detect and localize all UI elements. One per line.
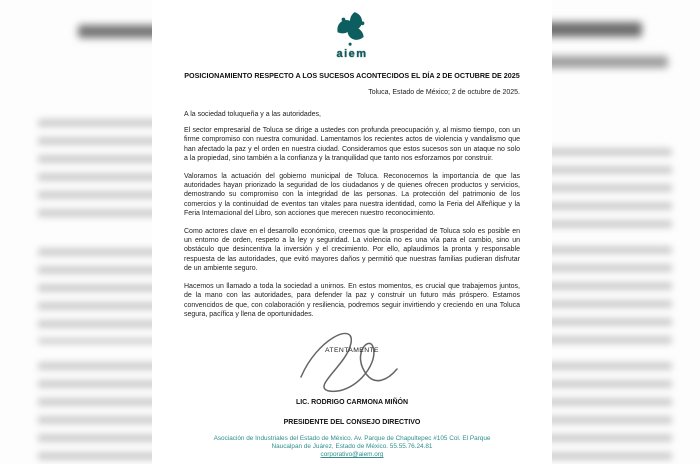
closing-block: [184, 335, 520, 395]
letter-page: [152, 0, 552, 464]
aiem-logo-text: aiem: [336, 48, 368, 60]
aiem-emblem-icon: [329, 10, 375, 48]
letter-salutation: A la sociedad toluqueña y a las autoridades,: [184, 111, 321, 118]
handwritten-signature: [287, 325, 417, 393]
letter-paragraph-1: El sector empresarial de Toluca se dirige a ustedes con profunda preocupación y, al mismo tiempo, con un firme compromiso con nuestra comunidad. Lamentamos los recientes actos de violencia y vandalismo que han afectado la paz y el orden en nuestra ciudad. Consideramos que estos sucesos son un ataque no solo a la propiedad, sino también a la confianza y la tranquilidad que tanto nos esforzamos por construir.: [184, 127, 520, 163]
letter-paragraph-2: Valoramos la actuación del gobierno municipal de Toluca. Reconocemos la importancia de que las autoridades hayan priorizado la seguridad de los ciudadanos y de quienes ofrecen productos y servicios, demostrando su compromiso con la integridad de las personas. La protección del patrimonio de los comercios y la continuidad de eventos tan vitales para nuestra identidad, como la Feria del Alfeñique y la Feria Internacional del Libro, son acciones que merecen nuestro reconocimiento.: [184, 172, 520, 218]
letter-paragraph-4: Hacemos un llamado a toda la sociedad a unirnos. En estos momentos, es crucial que trabajemos juntos, de la mano con las autoridades, para defender la paz y construir un futuro más próspero. Estamos convencidos de que, con colaboración y resiliencia, podremos seguir invirtiendo y creciendo en una Toluca segura, pacífica y llena de oportunidades.: [184, 282, 520, 318]
footer-address-line2: Naucalpan de Juárez, Estado de México. 55.55.76.24.81: [271, 443, 433, 451]
closing-word: ATENTAMENTE: [325, 347, 379, 355]
signatory-role: PRESIDENTE DEL CONSEJO DIRECTIVO: [283, 419, 421, 427]
letter-paragraph-3: Como actores clave en el desarrollo económico, creemos que la prosperidad de Toluca solo es posible en un entorno de orden, respeto a la ley y seguridad. La violencia no es una vía para el cambio, sino un obstáculo que desincentiva la inversión y el crecimiento. Por ello, aplaudimos la pronta y responsable respuesta de las autoridades, que evitó mayores daños y permitió que nuestras familias pudieran disfrutar de un ambiente seguro.: [184, 227, 520, 273]
letter-title: POSICIONAMIENTO RESPECTO A LOS SUCESOS ACONTECIDOS EL DÍA 2 DE OCTUBRE DE 2025: [184, 71, 520, 80]
signatory-name: LIC. RODRIGO CARMONA MIÑÓN: [295, 399, 409, 407]
letter-dateline: Toluca, Estado de México; 2 de octubre de 2025.: [368, 89, 520, 96]
footer-address-line1: Asociación de Industriales del Estado de México. Av. Parque de Chapultepec #105 Col. El Parque: [213, 435, 491, 443]
aiem-logo: [184, 10, 520, 60]
footer-email-link[interactable]: corporativo@aiem.org: [320, 451, 384, 459]
letter-footer: [184, 435, 520, 459]
